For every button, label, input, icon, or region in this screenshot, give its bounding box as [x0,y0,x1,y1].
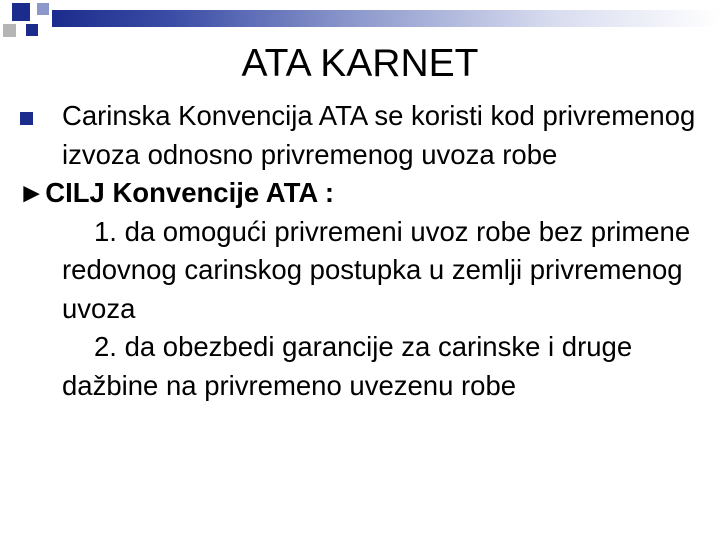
deco-square-light-blue [37,3,49,15]
goal-heading: CILJ Konvencije ATA : [45,177,334,208]
slide-body [18,97,708,405]
bullet-paragraph [18,97,708,174]
deco-square-navy-small [26,24,38,36]
deco-square-gray [3,24,16,37]
title-gradient-band [52,10,720,27]
square-bullet-icon [20,112,33,125]
right-arrow-icon: ► [18,177,46,208]
deco-square-navy [12,3,30,21]
goal-heading-row [18,174,708,213]
bullet-text: Carinska Konvencija ATA se koristi kod privremenog izvoza odnosno privremenog uvoza robe [62,100,696,170]
goal-item-2: 2. da obezbedi garancije za carinske i druge dažbine na privremeno uvezenu robe [62,331,633,401]
goal-item-1: 1. da omogući privremeni uvoz robe bez primene redovnog carinskog postupka u zemlji privremenog uvoza [62,215,691,324]
slide-title: ATA KARNET [241,42,479,85]
